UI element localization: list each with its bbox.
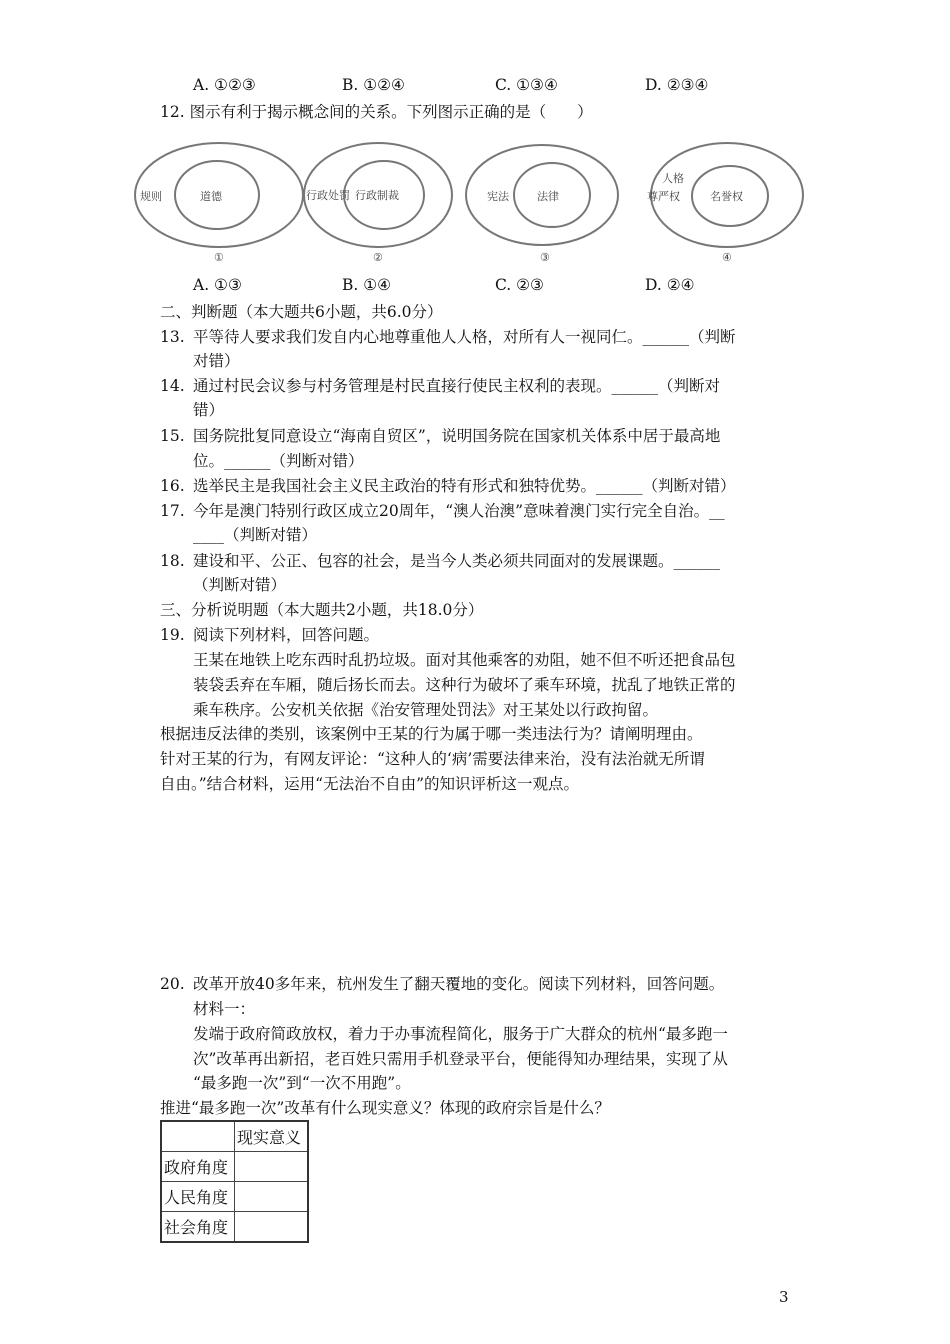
q13-line2: 对错） (193, 352, 240, 370)
table-header-row (161, 1121, 308, 1152)
q17-line1 (160, 499, 725, 523)
q20-material-line3: “最多跑一次”到“一次不用跑”。 (193, 1074, 411, 1092)
q11-option-b: B. ①②④ (342, 76, 405, 94)
diagram3-number: ③ (540, 251, 550, 264)
table-row-label: 政府角度 (161, 1152, 235, 1182)
q20-question: 推进“最多跑一次”改革有什么现实意义？体现的政府宗旨是什么？ (160, 1099, 610, 1117)
q15-line2: 位。______（判断对错） (193, 452, 364, 470)
table-row-label: 人民角度 (161, 1182, 235, 1212)
q15-line1 (160, 424, 720, 448)
q13-line1 (160, 325, 736, 349)
q20-material-line1: 发端于政府简政放权，着力于办事流程简化，服务于广大群众的杭州“最多跑一 (193, 1025, 728, 1043)
diagram1-outer-label: 规则 (140, 190, 162, 203)
q18-number: 18. (160, 552, 185, 570)
diagram2-inner-label: 行政制裁 (355, 189, 399, 202)
q11-option-d: D. ②③④ (645, 76, 709, 94)
table-answer-cell[interactable] (235, 1212, 309, 1243)
q20-intro (160, 972, 724, 996)
q12-option-b: B. ①④ (342, 276, 392, 294)
q17-line2: ____（判断对错） (193, 526, 318, 544)
table-answer-cell[interactable] (235, 1152, 309, 1182)
diagram1-number: ① (214, 251, 224, 264)
q16-number: 16. (160, 477, 185, 495)
table-row-label: 社会角度 (161, 1212, 235, 1243)
q12-option-c: C. ②③ (495, 276, 544, 294)
q19-question2-line2: 自由。”结合材料，运用“无法治不自由”的知识评析这一观点。 (160, 775, 580, 793)
table-header-cell (161, 1121, 235, 1152)
section2-title: 二、判断题（本大题共6小题，共6.0分） (160, 303, 443, 321)
q19-question1: 根据违反法律的类别，该案例中王某的行为属于哪一类违法行为？请阐明理由。 (160, 725, 703, 743)
q19-material-line1: 王某在地铁上吃东西时乱扔垃圾。面对其他乘客的劝阻，她不但不听还把食品包 (193, 651, 736, 669)
table-row (161, 1182, 308, 1212)
diagram4-outer-label-2: 尊严权 (647, 190, 680, 203)
q19-question2-line1: 针对王某的行为，有网友评论：“这种人的‘病’需要法律来治，没有法治就无所谓 (160, 750, 705, 768)
diagram2-number: ② (373, 251, 383, 264)
diagram3-outer-label: 宪法 (487, 190, 509, 203)
table-answer-cell[interactable] (235, 1182, 309, 1212)
diagram2-outer-label: 行政处罚 (306, 189, 350, 202)
table-row (161, 1152, 308, 1182)
diagram1-inner-label: 道德 (200, 190, 222, 203)
q19-intro-text: 阅读下列材料，回答问题。 (193, 626, 380, 644)
section3-title: 三、分析说明题（本大题共2小题，共18.0分） (160, 601, 484, 619)
q14-line2: 错） (193, 401, 225, 419)
table-header-cell: 现实意义 (235, 1121, 309, 1152)
diagram4-number: ④ (722, 251, 732, 264)
q12-text: 12. 图示有利于揭示概念间的关系。下列图示正确的是（ ） (160, 103, 593, 121)
q19-material-line3: 乘车秩序。公安机关依据《治安管理处罚法》对王某处以行政拘留。 (193, 701, 659, 719)
q20-intro-text: 改革开放40多年来，杭州发生了翻天覆地的变化。阅读下列材料，回答问题。 (193, 975, 725, 993)
q11-option-a: A. ①②③ (193, 76, 256, 94)
q14-text: 通过村民会议参与村务管理是村民直接行使民主权利的表现。______（判断对 (193, 377, 721, 395)
q15-number: 15. (160, 427, 185, 445)
q16-text: 选举民主是我国社会主义民主政治的特有形式和独特优势。______（判断对错） (193, 477, 736, 495)
q14-line1 (160, 374, 720, 398)
q13-number: 13. (160, 328, 185, 346)
q19-material-line2: 装袋丢弃在车厢，随后扬长而去。这种行为破坏了乘车环境，扰乱了地铁正常的 (193, 676, 736, 694)
q18-line1 (160, 549, 720, 573)
q17-text: 今年是澳门特别行政区成立20周年，“澳人治澳”意味着澳门实行完全自治。__ (193, 502, 725, 520)
q19-intro (160, 623, 379, 647)
q20-number: 20. (160, 975, 185, 993)
q14-number: 14. (160, 377, 185, 395)
diagram4-inner-label: 名誉权 (710, 190, 743, 203)
diagram3-inner-label: 法律 (537, 190, 559, 203)
q11-option-c: C. ①③④ (495, 76, 558, 94)
q19-number: 19. (160, 626, 185, 644)
q18-text: 建设和平、公正、包容的社会，是当今人类必须共同面对的发展课题。______ (193, 552, 721, 570)
table-row (161, 1212, 308, 1243)
q20-material-line2: 次”改革再出新招，老百姓只需用手机登录平台，便能得知办理结果，实现了从 (193, 1050, 728, 1068)
q20-material-label: 材料一： (193, 1000, 256, 1018)
q13-text: 平等待人要求我们发自内心地尊重他人人格，对所有人一视同仁。______（判断 (193, 328, 736, 346)
q12-option-d: D. ②④ (645, 276, 695, 294)
page-number: 3 (779, 1288, 789, 1306)
q12-option-a: A. ①③ (193, 276, 242, 294)
q12-diagrams (130, 140, 820, 270)
answer-table (160, 1120, 309, 1243)
q15-text: 国务院批复同意设立“海南自贸区”，说明国务院在国家机关体系中居于最高地 (193, 427, 721, 445)
q16-line1 (160, 474, 736, 498)
diagram4-outer-label-1: 人格 (662, 172, 684, 185)
q17-number: 17. (160, 502, 185, 520)
q18-line2: （判断对错） (193, 576, 287, 594)
